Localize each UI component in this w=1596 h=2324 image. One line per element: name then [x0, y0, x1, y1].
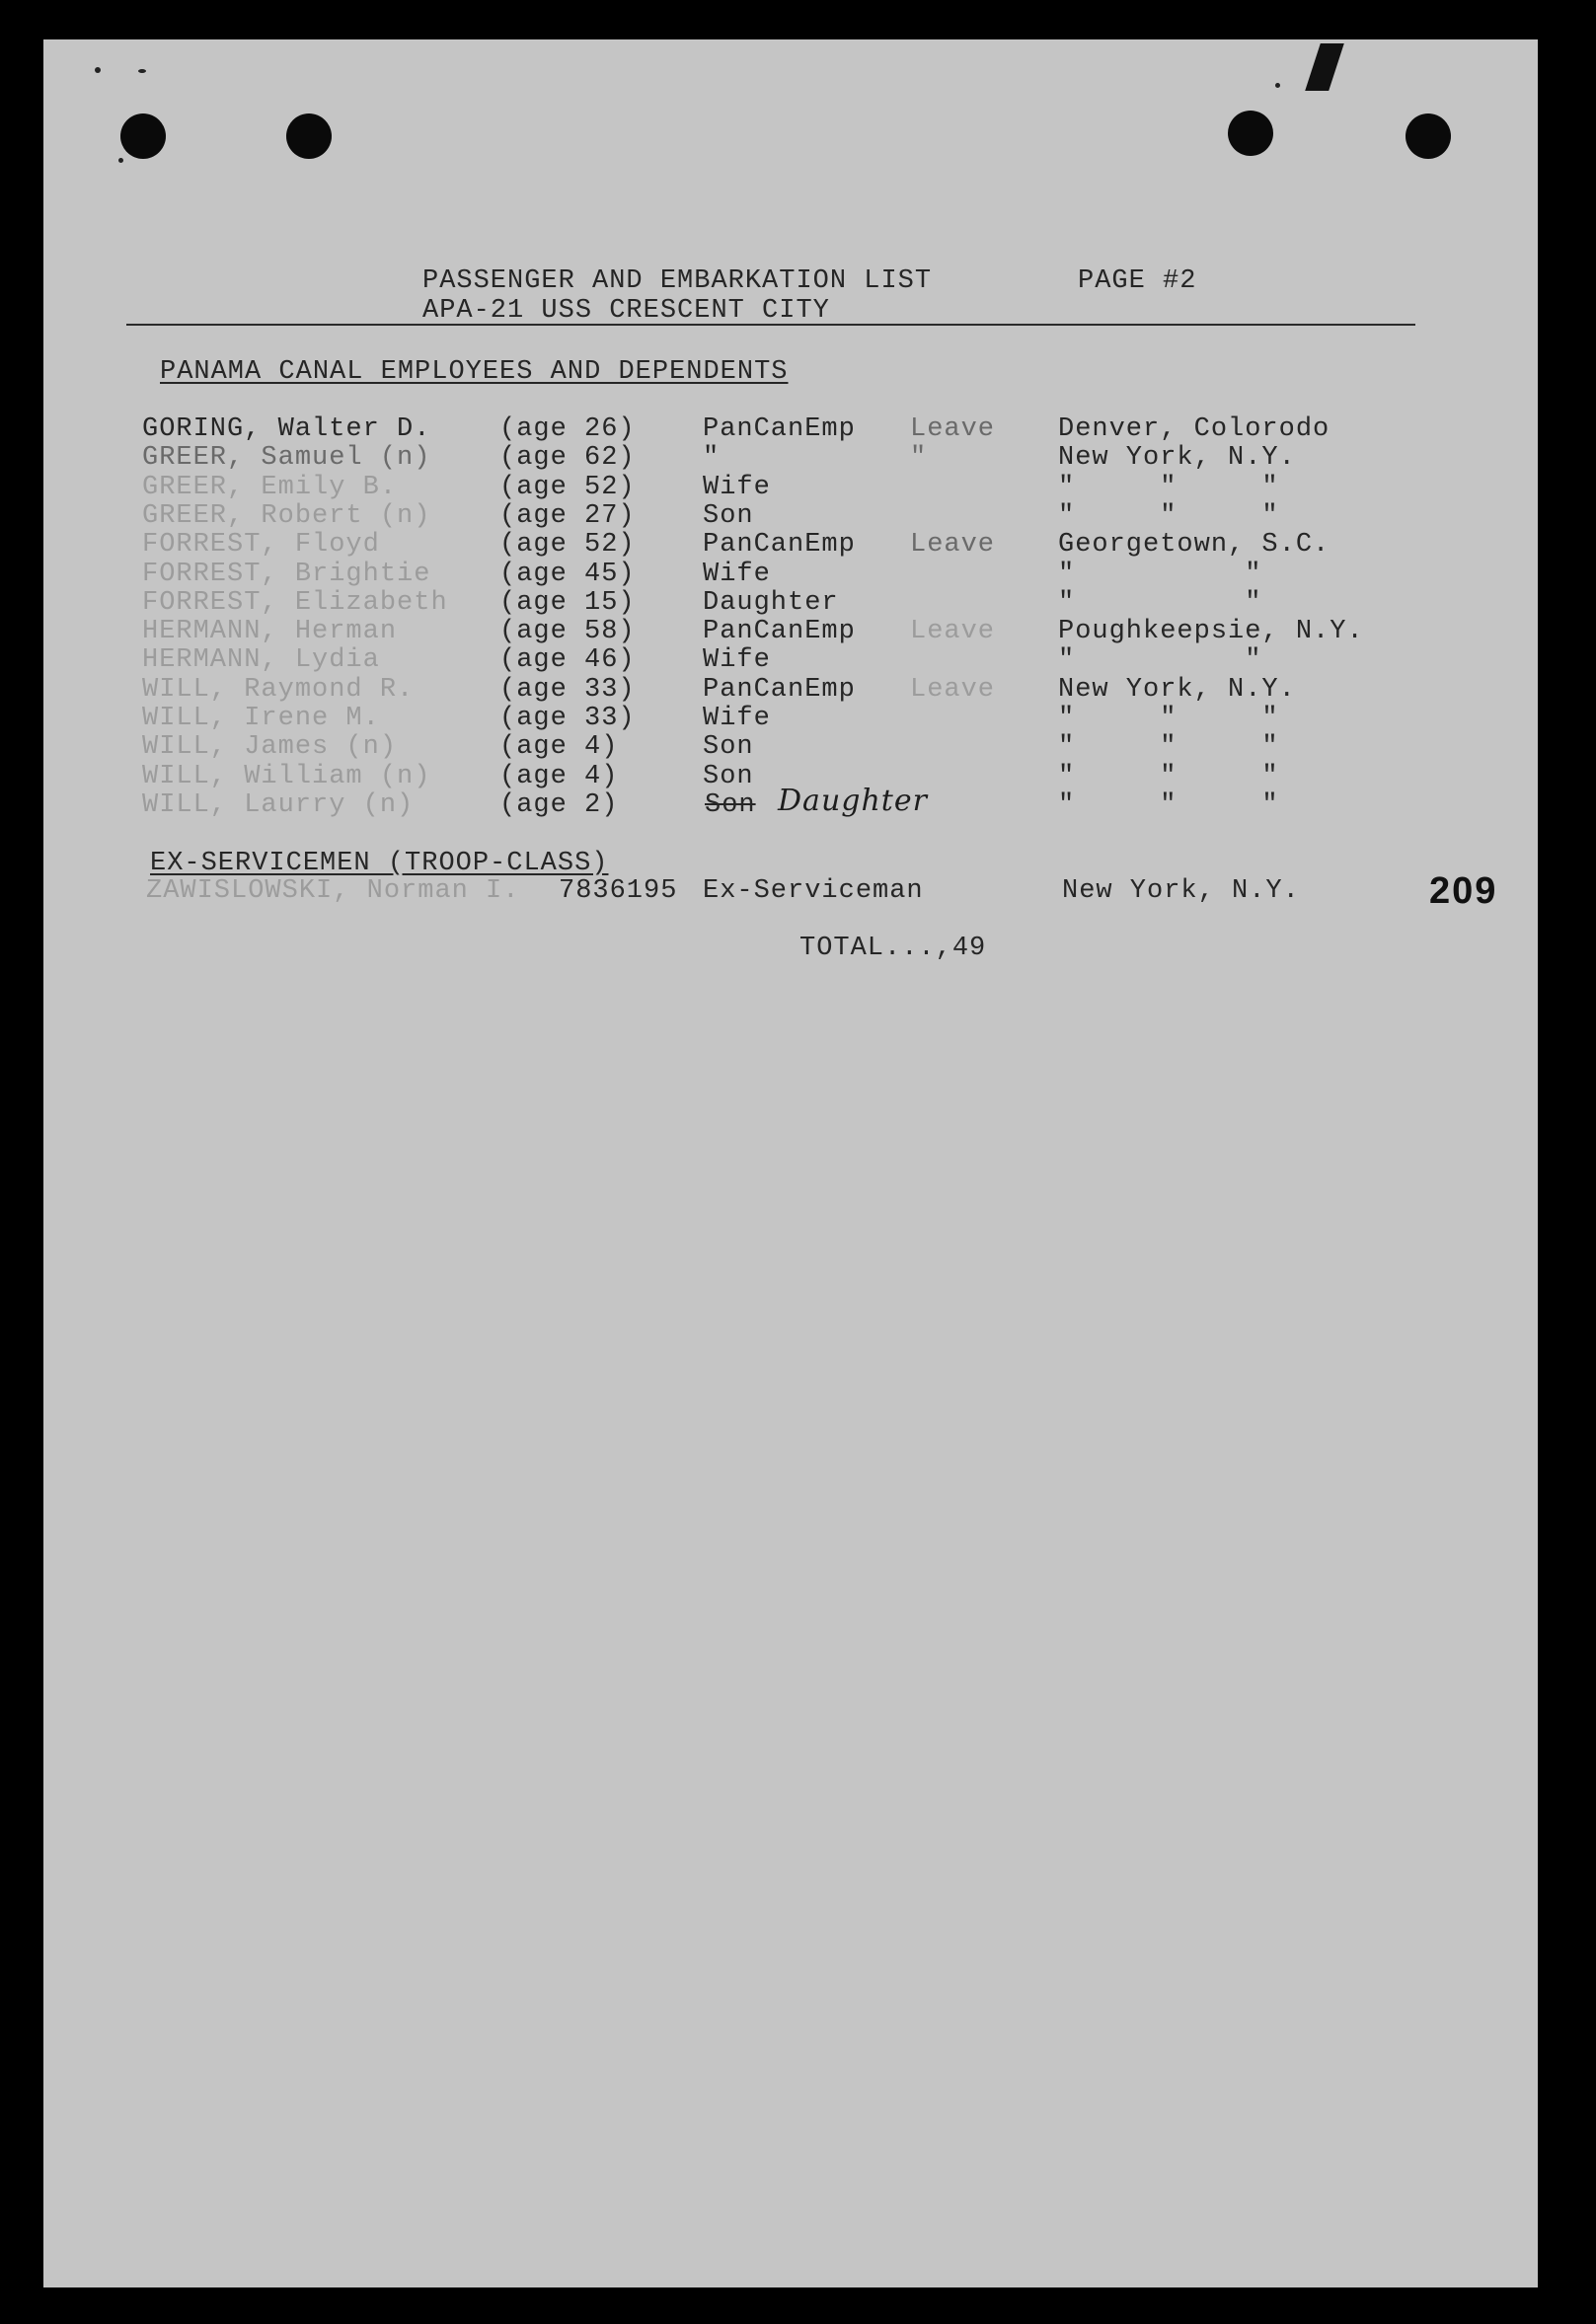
punch-hole [286, 113, 332, 159]
passenger-age: (age 62) [499, 443, 636, 474]
passenger-name: FORREST, Brightie [142, 559, 431, 589]
passenger-reason: Leave [910, 674, 996, 705]
passenger-destination: " " " [1058, 789, 1279, 820]
passenger-destination: " " [1058, 645, 1262, 676]
punch-hole [120, 113, 166, 159]
passenger-name: GREER, Samuel (n) [142, 443, 431, 474]
document-page [43, 39, 1538, 2287]
passenger-destination: " " " [1058, 500, 1279, 531]
passenger-reason: " [910, 443, 928, 474]
passenger-name: WILL, Raymond R. [142, 674, 415, 705]
passenger-age: (age 33) [499, 704, 636, 733]
passenger-status: PanCanEmp [703, 414, 856, 444]
passenger-destination: " " " [1058, 732, 1279, 763]
speck [95, 67, 101, 73]
passenger-status: Wife [703, 704, 771, 733]
passenger-age: (age 4) [499, 732, 619, 763]
passenger-status: " [703, 443, 721, 474]
speck [1275, 83, 1280, 88]
passenger-name: GREER, Emily B. [142, 472, 398, 502]
punch-hole [1406, 113, 1451, 159]
passenger-age: (age 4) [499, 761, 619, 791]
passenger-status: Son [703, 761, 754, 791]
passenger-name: FORREST, Elizabeth [142, 587, 448, 618]
passenger-destination: " " [1058, 559, 1262, 589]
passenger-age: (age 52) [499, 530, 636, 561]
passenger-name: HERMANN, Lydia [142, 645, 380, 676]
section-title: PANAMA CANAL EMPLOYEES AND DEPENDENTS [160, 357, 789, 387]
total-count: TOTAL...,49 [799, 934, 987, 963]
passenger-reason: Leave [910, 530, 996, 561]
section-title-troop-class: EX-SERVICEMEN (TROOP-CLASS) [150, 849, 609, 878]
passenger-destination: " " " [1058, 704, 1279, 733]
ship-name: APA-21 USS CRESCENT CITY [422, 296, 830, 326]
speck [118, 158, 123, 163]
passenger-status: PanCanEmp [703, 674, 856, 705]
passenger-reason: Leave [910, 414, 996, 444]
passenger-destination: New York, N.Y. [1058, 443, 1296, 474]
passenger-name: WILL, James (n) [142, 732, 398, 763]
passenger-status: Wife [703, 559, 771, 589]
speck [138, 69, 146, 73]
passenger-status: Wife [703, 472, 771, 502]
passenger-destination: Georgetown, S.C. [1058, 530, 1330, 561]
passenger-age: (age 45) [499, 559, 636, 589]
list-title: PASSENGER AND EMBARKATION LIST [422, 266, 933, 296]
passenger-age: (age 15) [499, 587, 636, 618]
passenger-age: (age 27) [499, 500, 636, 531]
passenger-destination: Denver, Colorodo [1058, 414, 1330, 444]
passenger-age: (age 26) [499, 414, 636, 444]
passenger-status: Son [705, 789, 756, 820]
page-number: PAGE #2 [1078, 266, 1197, 296]
passenger-reason: Leave [910, 617, 996, 647]
passenger-name: WILL, Laurry (n) [142, 789, 415, 820]
passenger-status: PanCanEmp [703, 530, 856, 561]
passenger-destination: " " [1058, 587, 1262, 618]
passenger-age: (age 33) [499, 674, 636, 705]
passenger-age: (age 52) [499, 472, 636, 502]
ink-blot [1305, 43, 1344, 91]
passenger-status: Son [703, 732, 754, 763]
passenger-status: Son [703, 500, 754, 531]
punch-hole [1228, 111, 1273, 156]
passenger-name: HERMANN, Herman [142, 617, 398, 647]
passenger-destination: " " " [1058, 761, 1279, 791]
stamp-number: 209 [1429, 870, 1498, 912]
passenger-status: PanCanEmp [703, 617, 856, 647]
passenger-name: FORREST, Floyd [142, 530, 380, 561]
passenger-name: WILL, William (n) [142, 761, 431, 791]
serviceman-status: Ex-Serviceman [703, 876, 924, 906]
passenger-destination: New York, N.Y. [1058, 674, 1296, 705]
passenger-age: (age 2) [499, 789, 619, 820]
passenger-name: GREER, Robert (n) [142, 500, 431, 531]
passenger-destination: Poughkeepsie, N.Y. [1058, 617, 1364, 647]
serviceman-serial: 7836195 [559, 876, 678, 906]
passenger-destination: " " " [1058, 472, 1279, 502]
handwritten-correction: Daughter [778, 783, 928, 818]
serviceman-destination: New York, N.Y. [1062, 876, 1300, 906]
passenger-status: Wife [703, 645, 771, 676]
passenger-name: GORING, Walter D. [142, 414, 431, 444]
serviceman-name: ZAWISLOWSKI, Norman I. [146, 876, 520, 906]
passenger-name: WILL, Irene M. [142, 704, 380, 733]
passenger-age: (age 58) [499, 617, 636, 647]
passenger-age: (age 46) [499, 645, 636, 676]
passenger-status: Daughter [703, 587, 839, 618]
